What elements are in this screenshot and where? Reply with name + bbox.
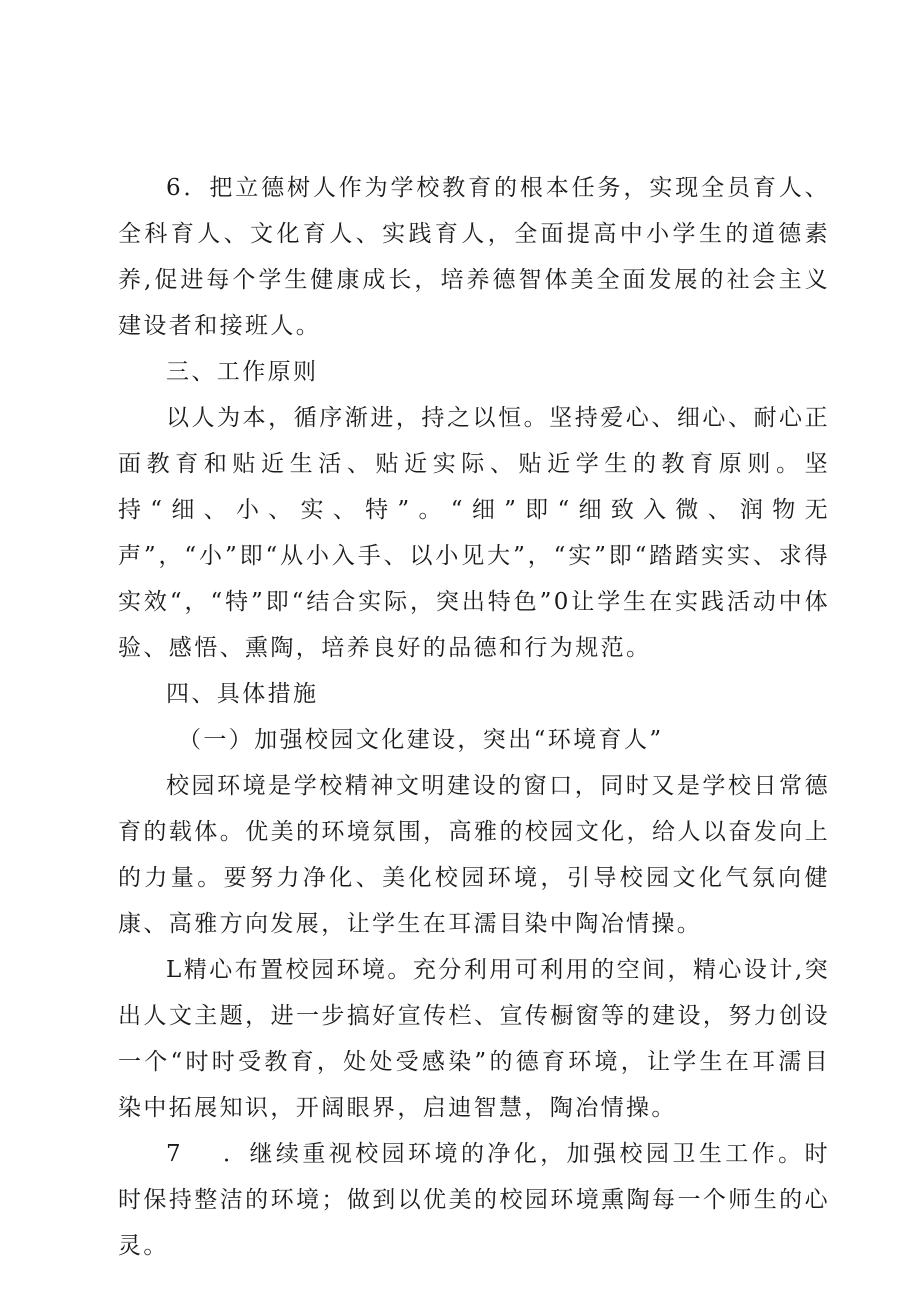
- item-number: 7: [166, 1141, 184, 1167]
- paragraph-item-7: [118, 1131, 830, 1269]
- paragraph-campus-environment: 校园环境是学校精神文明建设的窗口，同时又是学校日常德育的载体。优美的环境氛围，高雅的校园文化，给人以奋发向上的力量。要努力净化、美化校园环境，引导校园文化气氛向健康、高雅方向发展，让学生在耳濡目染中陶冶情操。: [118, 773, 830, 937]
- document-body: [118, 165, 830, 1269]
- subsection-heading-campus-culture: （一）加强校园文化建设，突出“环境育人”: [178, 727, 664, 753]
- item-text: ．继续重视校园环境的净化，加强校园卫生工作。时时保持整洁的环境；做到以优美的校园环境熏陶每一个师生的心灵。: [118, 1141, 830, 1259]
- section-heading-principles: 三、工作原则: [166, 359, 319, 385]
- paragraph-item-1-layout: L精心布置校园环境。充分利用可利用的空间，精心设计,突出人文主题，进一步搞好宣传栏、宣传橱窗等的建设，努力创设一个“时时受教育，处处受感染”的德育环境，让学生在耳濡目染中拓展知识，开阔眼界，启迪智慧，陶冶情操。: [118, 957, 830, 1121]
- section-heading-measures: 四、具体措施: [166, 681, 319, 707]
- paragraph-principles: 以人为本，循序渐进，持之以恒。坚持爱心、细心、耐心正面教育和贴近生活、贴近实际、贴近学生的教育原则。坚持“细、小、实、特”。“细”即“细致入微、润物无声”，“小”即“从小入手、以小见大”，“实”即“踏踏实实、求得实效“，“特”即“结合实际，突出特色”0让学生在实践活动中体验、感悟、熏陶，培养良好的品德和行为规范。: [118, 405, 830, 661]
- paragraph-item-6: 6．把立德树人作为学校教育的根本任务，实现全员育人、全科育人、文化育人、实践育人，全面提高中小学生的道德素养,促进每个学生健康成长，培养德智体美全面发展的社会主义建设者和接班人。: [118, 175, 830, 339]
